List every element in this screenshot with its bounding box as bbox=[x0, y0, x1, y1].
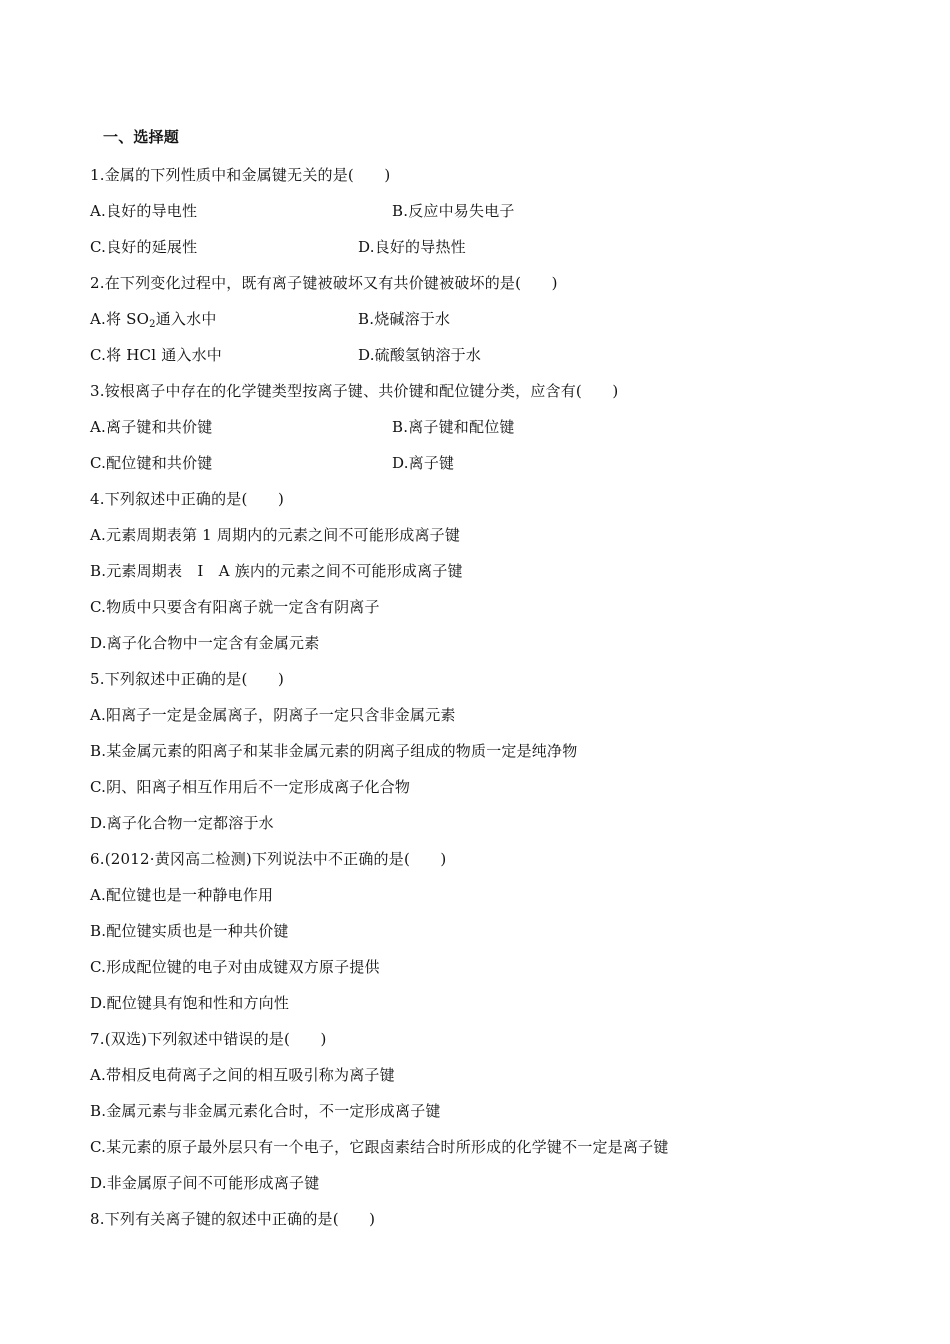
formula-so: SO bbox=[126, 310, 150, 328]
question-7-option-a: A.带相反电荷离子之间的相互吸引称为离子键 bbox=[90, 1066, 395, 1084]
formula-so2 bbox=[126, 310, 156, 328]
formula-subscript-2: 2 bbox=[149, 319, 156, 330]
section-title: 一、选择题 bbox=[103, 128, 180, 146]
question-3-option-c: C.配位键和共价键 bbox=[90, 454, 213, 472]
question-1-stem: 1.金属的下列性质中和金属键无关的是( ) bbox=[90, 166, 391, 184]
question-3-stem: 3.铵根离子中存在的化学键类型按离子键、共价键和配位键分类，应含有( ) bbox=[90, 382, 619, 400]
question-1-option-c: C.良好的延展性 bbox=[90, 238, 198, 256]
question-5-option-b: B.某金属元素的阳离子和某非金属元素的阴离子组成的物质一定是纯净物 bbox=[90, 742, 578, 760]
question-5-option-a: A.阳离子一定是金属离子，阴离子一定只含非金属元素 bbox=[90, 706, 456, 724]
question-1-option-b: B.反应中易失电子 bbox=[392, 202, 515, 220]
question-4-option-c: C.物质中只要含有阳离子就一定含有阴离子 bbox=[90, 598, 380, 616]
question-1-option-d: D.良好的导热性 bbox=[358, 238, 466, 256]
question-7-option-c: C.某元素的原子最外层只有一个电子，它跟卤素结合时所形成的化学键不一定是离子键 bbox=[90, 1138, 669, 1156]
question-4-option-d: D.离子化合物中一定含有金属元素 bbox=[90, 634, 320, 652]
question-5-stem: 5.下列叙述中正确的是( ) bbox=[90, 670, 285, 688]
question-2-option-a bbox=[90, 309, 217, 329]
option-a-prefix: A.将 bbox=[90, 310, 122, 328]
question-4-stem: 4.下列叙述中正确的是( ) bbox=[90, 490, 285, 508]
question-3-option-a: A.离子键和共价键 bbox=[90, 418, 213, 436]
question-7-option-d: D.非金属原子间不可能形成离子键 bbox=[90, 1174, 320, 1192]
question-3-option-d: D.离子键 bbox=[392, 454, 455, 472]
question-4-option-a: A.元素周期表第 1 周期内的元素之间不可能形成离子键 bbox=[90, 526, 461, 544]
question-5-option-c: C.阴、阳离子相互作用后不一定形成离子化合物 bbox=[90, 778, 411, 796]
question-6-stem: 6.(2012·黄冈高二检测)下列说法中不正确的是( ) bbox=[90, 850, 447, 868]
question-6-option-d: D.配位键具有饱和性和方向性 bbox=[90, 994, 290, 1012]
question-6-option-b: B.配位键实质也是一种共价键 bbox=[90, 922, 289, 940]
question-6-option-c: C.形成配位键的电子对由成键双方原子提供 bbox=[90, 958, 380, 976]
question-3-option-b: B.离子键和配位键 bbox=[392, 418, 515, 436]
question-1-option-a: A.良好的导电性 bbox=[90, 202, 198, 220]
question-2-option-b: B.烧碱溶于水 bbox=[358, 310, 451, 328]
question-2-option-d: D.硫酸氢钠溶于水 bbox=[358, 346, 482, 364]
question-2-option-c: C.将 HCl 通入水中 bbox=[90, 346, 223, 364]
question-5-option-d: D.离子化合物一定都溶于水 bbox=[90, 814, 274, 832]
question-8-stem: 8.下列有关离子键的叙述中正确的是( ) bbox=[90, 1210, 376, 1228]
question-7-option-b: B.金属元素与非金属元素化合时，不一定形成离子键 bbox=[90, 1102, 441, 1120]
question-2-stem: 2.在下列变化过程中，既有离子键被破坏又有共价键被破坏的是( ) bbox=[90, 274, 558, 292]
question-6-option-a: A.配位键也是一种静电作用 bbox=[90, 886, 274, 904]
question-7-stem: 7.(双选)下列叙述中错误的是( ) bbox=[90, 1030, 327, 1048]
option-a-suffix: 通入水中 bbox=[155, 310, 217, 328]
question-4-option-b: B.元素周期表 Ⅰ A 族内的元素之间不可能形成离子键 bbox=[90, 562, 463, 580]
